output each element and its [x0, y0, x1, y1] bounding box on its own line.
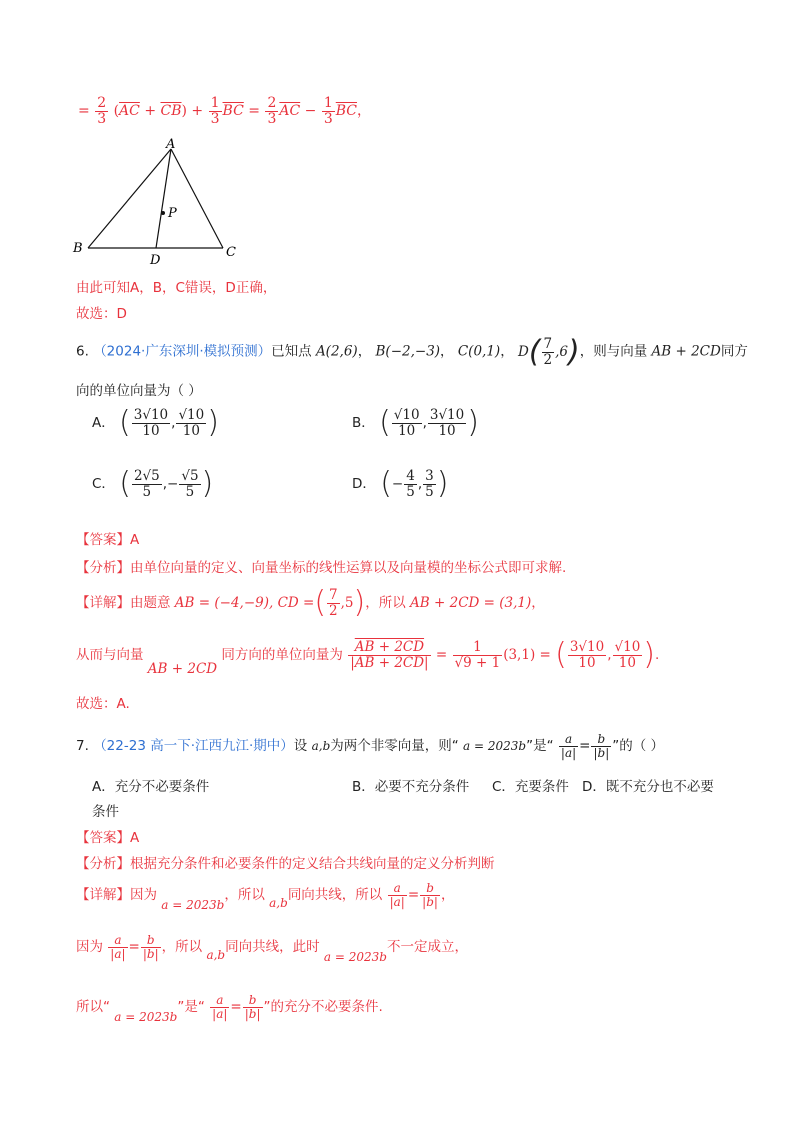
label-p: P — [168, 206, 177, 221]
q7-option-b[interactable]: B．必要不充分条件 — [352, 779, 470, 795]
fraction: $\frac{2}{3}$ — [97, 95, 107, 127]
q7-detail-line2: 因为 $\frac{a}{|a|}$ = $\frac{b}{|b|}$ ，所以 a,b同向共线，此时 a = 2023b不一定成立， — [76, 933, 468, 965]
fraction: $\frac{1}{3}$ — [210, 95, 220, 127]
q6-stem: 6. （2024·广东深圳·模拟预测）已知点 A(2,6)， B(−2,−3)， C(0,1)， D( $\frac{7}{2}$ ,6)，则与向量 AB + 2CD同方 — [76, 334, 748, 369]
side-ac — [171, 149, 223, 248]
q6-detail-line2: 从而与向量 AB + 2CD 同方向的单位向量为 $\frac{AB + 2CD}{|AB + 2CD|}$ = $\frac{1}{√9 + 1}$ (3,1) = ( $\frac{3√10}{10}$ , $\frac{√10}{10}$ ). — [76, 637, 660, 677]
point-p — [161, 211, 165, 215]
vector-bc: $\overline{BC}$ — [335, 103, 358, 120]
q6-option-a[interactable]: A． ( $\frac{3√10}{10}$ , $\frac{√10}{10}$ ) — [92, 405, 219, 440]
q6-option-c[interactable]: C． ( $\frac{2√5}{5}$ ,− $\frac{√5}{5}$ ) — [92, 466, 214, 501]
vector-bc: $\overline{BC}$ — [222, 103, 244, 120]
q6-number: 6. — [76, 343, 89, 360]
q6-option-b[interactable]: B． ( $\frac{√10}{10}$ , $\frac{3√10}{10}$ ) — [352, 405, 479, 440]
q5-conclusion: 由此可知A，B，C错误，D正确， — [76, 280, 277, 296]
q6-detail: 【详解】由题意 AB = (−4,−9), CD =( $\frac{7}{2}$ ,5)，所以 AB + 2CD = (3,1)， — [76, 585, 545, 620]
q7-option-c[interactable]: C．充要条件 — [492, 779, 569, 795]
point-a: A(2,6) — [315, 343, 358, 360]
point-b: B(−2,−3) — [375, 343, 441, 360]
q6-choice: 故选：A. — [76, 696, 130, 712]
q7-answer: 【答案】A — [76, 830, 140, 846]
q7-option-d-cont: 条件 — [92, 804, 119, 820]
q6-analysis: 【分析】由单位向量的定义、向量坐标的线性运算以及向量模的坐标公式即可求解. — [76, 560, 567, 576]
vector-ac: $\overline{AC}$ — [279, 103, 301, 120]
q6-option-d[interactable]: D． (− $\frac{4}{5}$ , $\frac{3}{5}$ ) — [352, 466, 449, 501]
equals-sign: = — [78, 103, 90, 120]
q6-stem-cont: 向的单位向量为（ ） — [76, 383, 202, 399]
label-a: A — [166, 138, 176, 152]
q6-source: （2024·广东深圳·模拟预测） — [93, 343, 272, 360]
q6-answer: 【答案】A — [76, 532, 140, 548]
q7-stem: 7. （22-23 高一下·江西九江·期中）设 a,b为两个非零向量，则“ a = 2023b”是“ $\frac{a}{|a|}$ = $\frac{b}{|b|}$ ”的（ ） — [76, 732, 665, 760]
label-b: B — [73, 241, 83, 256]
label-c: C — [226, 245, 236, 260]
q7-analysis: 【分析】根据充分条件和必要条件的定义结合共线向量的定义分析判断 — [76, 856, 495, 872]
q7-number: 7. — [76, 738, 89, 755]
q7-option-d[interactable]: D．既不充分也不必要 — [582, 779, 714, 795]
point-d: D( $\frac{7}{2}$ ,6) — [517, 334, 580, 369]
label-d: D — [150, 253, 161, 268]
q7-detail-line1: 【详解】因为 a = 2023b，所以 a,b同向共线，所以 $\frac{a}{|a|}$ = $\frac{b}{|b|}$ ， — [76, 881, 455, 913]
fraction: $\frac{1}{3}$ — [323, 95, 333, 127]
vector-ac: $\overline{AC}$ — [119, 103, 140, 120]
vector-expression: AB + 2CD — [651, 343, 721, 360]
point-c: C(0,1) — [457, 343, 501, 360]
q7-source: （22-23 高一下·江西九江·期中） — [93, 738, 294, 755]
q5-choice: 故选：D — [76, 306, 127, 322]
triangle-diagram — [60, 138, 260, 268]
fraction: $\frac{2}{3}$ — [267, 95, 277, 127]
q7-detail-line3: 所以“ a = 2023b”是“ $\frac{a}{|a|}$ = $\frac{b}{|b|}$ ”的充分不必要条件. — [76, 993, 383, 1025]
top-equation: = $\frac{2}{3}$ $(\overline{AC} + \overline{CB})$ + $\frac{1}{3}$ $\overline{BC}$ = $\frac{2}{3}$ $\overline{AC}$ − $\frac{1}{3}$ $\overline{BC}$， — [78, 95, 372, 127]
q7-option-a[interactable]: A．充分不必要条件 — [92, 779, 210, 795]
vector-cb: $\overline{CB}$ — [160, 103, 182, 120]
